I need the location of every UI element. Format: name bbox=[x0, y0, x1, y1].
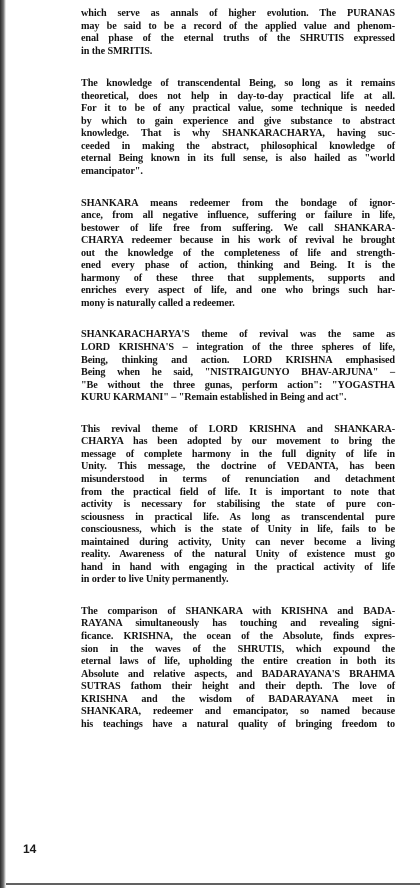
text-line: hand in hand with engaging in the practical activity of life bbox=[81, 561, 395, 573]
text-column bbox=[81, 8, 395, 750]
text-line: emancipator". bbox=[81, 166, 143, 178]
text-line: which serve as annals of higher evolution. The PURANAS bbox=[81, 8, 395, 19]
text-line: message of complete harmony in the full dignity of life in bbox=[81, 448, 395, 460]
text-line: harmony of these three that supplements, supports and bbox=[81, 272, 395, 284]
paragraph-transcendental-being bbox=[81, 78, 395, 178]
text-line: theoretical, does not help in day-to-day practical life at all. bbox=[81, 90, 395, 102]
text-line: KURU KARMANI" – "Remain established in Being and act". bbox=[81, 392, 347, 404]
text-line: Absolute and relative aspects, and BADARAYANA'S BRAHMA bbox=[81, 668, 395, 680]
text-line: SHANKARA, redeemer and emancipator, so named because bbox=[81, 706, 395, 718]
text-line: SUTRAS fathom their height and their depth. The love of bbox=[81, 681, 395, 693]
text-line: eternal Being known in its full sense, is also hailed as "world bbox=[81, 153, 395, 165]
paragraph-shankara-redeemer bbox=[81, 198, 395, 311]
text-line: SHANKARA means redeemer from the bondage of ignor- bbox=[81, 197, 395, 209]
text-line: Unity. This message, the doctrine of VEDANTA, has been bbox=[81, 461, 395, 473]
text-line: mony is naturally called a redeemer. bbox=[81, 297, 235, 309]
text-line: ficance. KRISHNA, the ocean of the Absolute, finds expres- bbox=[81, 630, 395, 642]
paragraph-puranas bbox=[81, 8, 395, 58]
text-line: eternal laws of life, upholding the entire creation in both its bbox=[81, 656, 395, 668]
text-line: activity is necessary for stabilising the state of pure con- bbox=[81, 499, 395, 511]
text-line: in order to live Unity permanently. bbox=[81, 574, 229, 586]
text-line: Being, thinking and action. LORD KRISHNA emphasised bbox=[81, 354, 395, 366]
text-line: Being when he said, "NISTRAIGUNYO BHAV-ARJUNA" – bbox=[81, 367, 395, 379]
text-line: sion in the waves of the SHRUTIS, which expound the bbox=[81, 643, 395, 655]
text-line: LORD KRISHNA'S – integration of the three spheres of life, bbox=[81, 342, 395, 354]
page-bottom-edge bbox=[6, 883, 420, 885]
text-line: ance, from all negative influence, suffering or failure in life, bbox=[81, 210, 395, 222]
text-line: maintained during activity, Unity can never become a living bbox=[81, 536, 395, 548]
page-number: 14 bbox=[23, 842, 37, 856]
text-line: CHARYA has been adopted by our movement to bring the bbox=[81, 436, 395, 448]
text-line: ened every phase of action, thinking and Being. It is the bbox=[81, 260, 395, 272]
text-line: enriches every aspect of life, and one who brings such har- bbox=[81, 285, 395, 297]
text-line: The comparison of SHANKARA with KRISHNA and BADA- bbox=[81, 605, 395, 617]
text-line: may be said to be a record of the applied value and phenom- bbox=[81, 20, 395, 32]
text-line: ceeded in making the abstract, philosophical knowledge of bbox=[81, 140, 395, 152]
text-line: by which to gain experience and give substance to abstract bbox=[81, 115, 395, 127]
text-line: This revival theme of LORD KRISHNA and SHANKARA- bbox=[81, 423, 395, 435]
text-line: enal phase of the eternal truths of the SHRUTIS expressed bbox=[81, 33, 395, 45]
text-line: CHARYA redeemer because in his work of revival he brought bbox=[81, 235, 395, 247]
text-line: sciousness in practical life. As long as transcendental pure bbox=[81, 511, 395, 523]
text-line: SHANKARACHARYA'S theme of revival was the same as bbox=[81, 329, 395, 341]
text-line: reality. Awareness of the natural Unity of existence must go bbox=[81, 549, 395, 561]
text-line: The knowledge of transcendental Being, so long as it remains bbox=[81, 78, 395, 90]
binding-shadow bbox=[0, 0, 6, 888]
text-line: "Be without the three gunas, perform action": "YOGASTHA bbox=[81, 379, 395, 391]
text-line: his teachings have a natural quality of bringing freedom to bbox=[81, 718, 395, 730]
text-line: consciousness, which is the state of Unity in life, fails to be bbox=[81, 524, 395, 536]
text-line: in the SMRITIS. bbox=[81, 45, 153, 57]
text-line: misunderstood in terms of renunciation and detachment bbox=[81, 473, 395, 485]
text-line: knowledge. That is why SHANKARACHARYA, having suc- bbox=[81, 128, 395, 140]
text-line: RAYANA simultaneously has touching and revealing signi- bbox=[81, 618, 395, 630]
paragraph-theme-of-revival bbox=[81, 329, 395, 404]
paragraph-revival-movement bbox=[81, 424, 395, 587]
text-line: For it to be of any practical value, some technique is needed bbox=[81, 103, 395, 115]
text-line: bestower of life free from suffering. We call SHANKARA- bbox=[81, 222, 395, 234]
text-line: out the knowledge of the completeness of life and strength- bbox=[81, 247, 395, 259]
paragraph-comparison bbox=[81, 606, 395, 731]
text-line: KRISHNA and the wisdom of BADARAYANA meet in bbox=[81, 693, 395, 705]
text-line: from the practical field of life. It is important to note that bbox=[81, 486, 395, 498]
